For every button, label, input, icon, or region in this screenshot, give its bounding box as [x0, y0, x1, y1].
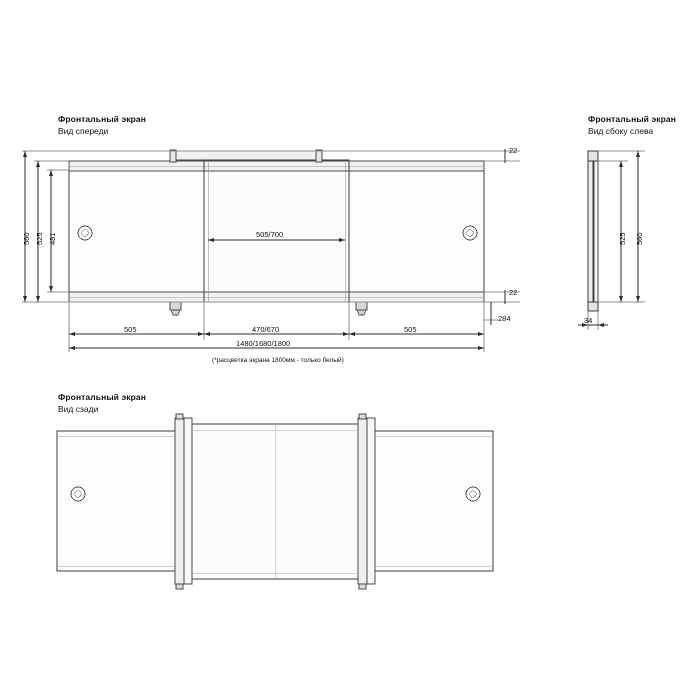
dim-front-height-overall: 560 [22, 232, 31, 245]
dim-side-height-overall: 560 [635, 232, 644, 245]
dim-front-top-rail: 22 [509, 146, 518, 155]
front-view-note: (*расцветка экрана 1800мм - только белый) [212, 357, 344, 364]
dim-front-height-inner: 525 [35, 232, 44, 245]
side-view-subtitle: Вид сбоку слева [588, 126, 654, 136]
dim-side-depth: 34 [584, 316, 593, 325]
dim-front-right-segment: 505 [404, 325, 417, 334]
dim-front-total-width: 1480/1680/1800 [236, 339, 291, 348]
dim-front-foot-offset: 284 [498, 314, 511, 323]
front-view-title: Фронтальный экран [58, 114, 146, 124]
dim-side-height-inner: 525 [618, 232, 627, 245]
dim-front-height-panel: 481 [48, 232, 57, 245]
dim-front-left-segment: 505 [124, 325, 137, 334]
dim-front-center-segment: 470/670 [252, 325, 280, 334]
back-view-title: Фронтальный экран [58, 392, 146, 402]
back-view-subtitle: Вид сзади [58, 404, 99, 414]
dim-front-center-overlap: 505/700 [256, 230, 284, 239]
dim-front-bottom-rail: 22 [509, 288, 518, 297]
front-view-subtitle: Вид спереди [58, 126, 109, 136]
side-view-title: Фронтальный экран [588, 114, 676, 124]
